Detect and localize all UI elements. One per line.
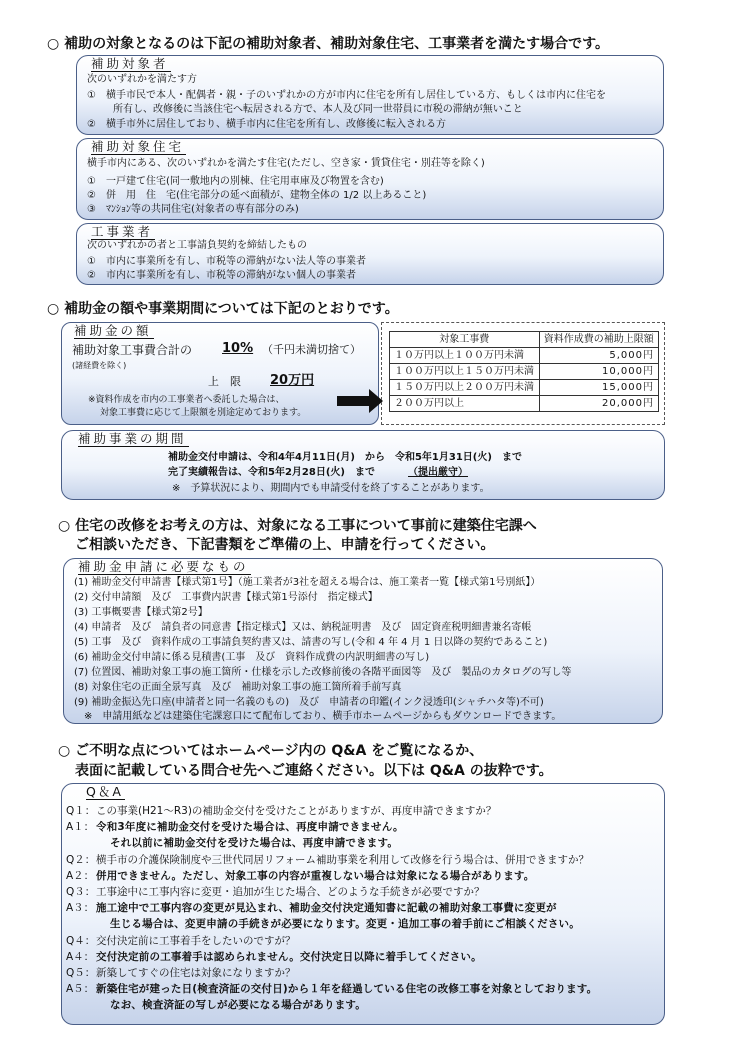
list-item: (3) 工事概要書【様式第2号】 (74, 607, 208, 618)
rate-value: 10% (222, 341, 254, 356)
table-row (390, 364, 659, 380)
qa-row (66, 966, 296, 981)
table-row (390, 380, 659, 396)
qa-key: A２： (66, 869, 95, 882)
qa-answer-text: それ以前に補助金交付を受けた場合は、再度申請できます。 (110, 837, 399, 850)
panel-required-documents (63, 558, 663, 724)
rate-label: 補助対象工事費合計の (72, 343, 193, 357)
panel-target-house (76, 138, 664, 220)
qa-key: A５： (66, 983, 95, 996)
qa-question-text: 交付決定前に工事着手をしたいのですが？ (96, 934, 296, 947)
list-item: ① 横手市民で本人・配偶者・親・子のいずれかの方が市内に住宅を所有し居住している方、もしくは市内に住宅を (87, 90, 606, 101)
qa-answer-text: 新築住宅が建った日(検査済証の交付日)から１年を経過している住宅の改修工事を対象としております。 (96, 983, 598, 996)
list-item: ② 横手市外に居住しており、横手市内に住宅を所有し、改修後に転入される方 (87, 119, 446, 130)
list-item: 所有し、改修後に当該住宅へ転居される方で、本人及び同一世帯員に市税の滞納が無いこと (113, 104, 523, 115)
table-row (390, 348, 659, 364)
qa-key: A３： (66, 902, 95, 915)
table-cell: 10,000円 (539, 364, 658, 380)
panel-title: 工事業者 (91, 224, 154, 239)
qa-answer-text: 生じる場合は、変更申請の手続きが必要になります。変更・追加工事の着手前にご相談ください。 (110, 918, 580, 931)
strict-deadline-note: （提出厳守） (408, 467, 468, 478)
qa-row (66, 853, 589, 868)
list-item: (1) 補助金交付申請書【様式第1号】（施工業者が3社を超える場合は、施工業者一覧【様式第1号別紙】） (74, 577, 541, 588)
panel-title: 補助対象住宅 (91, 139, 185, 154)
qa-question-text: 横手市の介護保険制度や三世代同居リフォーム補助事業を利用して改修を行う場合は、併用できますか？ (96, 853, 589, 866)
application-period: 補助金交付申請は、令和4年4月11日(月) から 令和5年1月31日(火) まで (168, 452, 522, 463)
footnote: ※資料作成を市内の工事業者へ委託した場合は、 (88, 395, 285, 405)
qa-question-text: 新築してすぐの住宅は対象になりますか？ (96, 967, 296, 979)
intro-text: 横手市内にある、次のいずれかを満たす住宅(ただし、空き家・賃貸住宅・別荘等を除く) (87, 158, 485, 169)
table-cell: 5,000円 (539, 348, 658, 364)
panel-title: 補助事業の期間 (78, 431, 187, 446)
qa-row (66, 836, 398, 851)
qa-row (66, 885, 485, 900)
qa-answer-text: 令和3年度に補助金交付を受けた場合は、再度申請できません。 (96, 821, 404, 834)
panel-title: 補助金の額 (74, 323, 152, 338)
qa-row (66, 820, 404, 835)
qa-key: Q４： (66, 934, 96, 947)
table-header-row (390, 332, 659, 348)
list-item: ① 一戸建て住宅(同一敷地内の別棟、住宅用車庫及び物置を含む) (87, 176, 384, 187)
qa-row (66, 982, 597, 997)
table-cell: １５０万円以上２００万円未満 (390, 380, 540, 396)
qa-key: A４： (66, 950, 95, 963)
qa-answer-text: 併用できません。ただし、対象工事の内容が重複しない場合は対象になる場合があります。 (96, 869, 535, 882)
list-item: (9) 補助金振込先口座(申請者と同一名義のもの) 及び 申請者の印鑑(インク浸透印(シャチハタ等)不可) (74, 697, 544, 708)
qa-question-text: 工事途中に工事内容に変更・追加が生じた場合、どのような手続きが必要ですか？ (96, 886, 485, 898)
table-cell: １０万円以上１００万円未満 (390, 348, 540, 364)
qa-row (66, 804, 496, 819)
list-item: (5) 工事 及び 資料作成の工事請負契約書又は、請書の写し(令和 4 年 4 月 1 日以降の契約であること) (74, 637, 548, 648)
download-note: ※ 申請用紙などは建築住宅課窓口にて配布しており、横手市ホームページからもダウンロードできます。 (84, 711, 562, 722)
list-item: (8) 対象住宅の正面全景写真 及び 補助対象工事の施工箇所着手前写真 (74, 682, 402, 693)
qa-question-text: この事業(H21～R3)の補助金交付を受けたことがありますが、再度申請できますか？ (96, 805, 497, 817)
panel-qa (61, 783, 665, 1025)
footnote: 対象工事費に応じて上限額を別途定めております。 (100, 408, 307, 418)
list-item: (2) 交付申請額 及び 工事費内訳書【様式第1号添付 指定様式】 (74, 592, 378, 603)
section-header-consultation-1: ○ 住宅の改修をお考えの方は、対象になる工事について事前に建築住宅課へ (58, 518, 537, 534)
column-header: 対象工事費 (390, 332, 540, 348)
table-cell: 15,000円 (539, 380, 658, 396)
table-row (390, 396, 659, 412)
list-item: ② 市内に事業所を有し、市税等の滞納がない個人の事業者 (87, 270, 356, 281)
table-cell: 20,000円 (539, 396, 658, 412)
column-header: 資料作成費の補助上限額 (539, 332, 658, 348)
panel-target-person (76, 55, 664, 135)
list-item: (4) 申請者 及び 請負者の同意書【指定様式】又は、納税証明書 及び 固定資産税明細書兼名寄帳 (74, 622, 532, 633)
section-header-amount-period: ○ 補助金の額や事業期間については下記のとおりです。 (47, 301, 399, 317)
list-item: ③ ﾏﾝｼｮﾝ等の共同住宅(対象者の専有部分のみ) (87, 204, 299, 215)
section-header-consultation-2: ご相談いただき、下記書類をご準備の上、申請を行ってください。 (75, 537, 495, 553)
table-cell: ２００万円以上 (390, 396, 540, 412)
limit-label: 上 限 (208, 375, 241, 388)
qa-answer-text: 施工途中で工事内容の変更が見込まれ、補助金交付決定通知書に記載の補助対象工事費に変更が (96, 902, 557, 915)
qa-row (66, 901, 557, 916)
qa-row (66, 998, 366, 1013)
budget-note: ※ 予算状況により、期間内でも申請受付を終了することがあります。 (172, 483, 490, 494)
list-item: (6) 補助金交付申請に係る見積書(工事 及び 資料作成費の内訳明細書の写し) (74, 652, 430, 663)
qa-row (66, 869, 535, 884)
panel-subsidy-amount (61, 322, 379, 425)
panel-project-period (61, 430, 665, 500)
section-header-eligibility: ○ 補助の対象となるのは下記の補助対象者、補助対象住宅、工事業者を満たす場合です。 (47, 36, 609, 52)
qa-key: Q１： (66, 805, 96, 817)
qa-key: Q５： (66, 967, 96, 979)
list-item: ① 市内に事業所を有し、市税等の滞納がない法人等の事業者 (87, 256, 366, 267)
qa-key: Q３： (66, 886, 96, 898)
qa-key: Q２： (66, 853, 96, 866)
section-header-qa-2: 表面に記載している問合せ先へご連絡ください。以下は Q&A の抜粋です。 (75, 763, 553, 779)
section-header-qa-1: ○ ご不明な点についてはホームページ内の Q&A をご覧になるか、 (58, 743, 484, 759)
panel-contractor (76, 223, 664, 285)
report-deadline: 完了実績報告は、令和5年2月28日(火) まで (168, 467, 375, 478)
intro-text: 次のいずれかの者と工事請負契約を締結したもの (87, 240, 307, 251)
qa-row (66, 934, 296, 949)
intro-text: 次のいずれかを満たす方 (87, 74, 197, 85)
qa-row (66, 950, 482, 965)
arrow-right-icon (337, 387, 385, 415)
panel-title: 補助対象者 (91, 56, 169, 71)
exclude-note: (諸経費を除く) (72, 361, 127, 370)
qa-answer-text: 交付決定前の工事着手は認められません。交付決定日以降に着手してください。 (96, 950, 482, 963)
list-item: (7) 位置図、補助対象工事の施工箇所・仕様を示した改修前後の各階平面図等 及び 製品のカタログの写し等 (74, 667, 572, 678)
rate-note: （千円未満切捨て） (262, 343, 361, 356)
qa-key: A１： (66, 821, 95, 834)
panel-title: Q＆A (86, 784, 123, 799)
limit-value: 20万円 (270, 373, 315, 388)
table-cell: １００万円以上１５０万円未満 (390, 364, 540, 380)
list-item: ② 併 用 住 宅(住宅部分の延べ面積が、建物全体の 1/2 以上あること) (87, 190, 427, 201)
qa-answer-text: なお、検査済証の写しが必要になる場合があります。 (110, 999, 366, 1012)
cost-table (389, 331, 659, 412)
panel-title: 補助金申請に必要なもの (78, 559, 249, 574)
qa-row (66, 917, 580, 932)
